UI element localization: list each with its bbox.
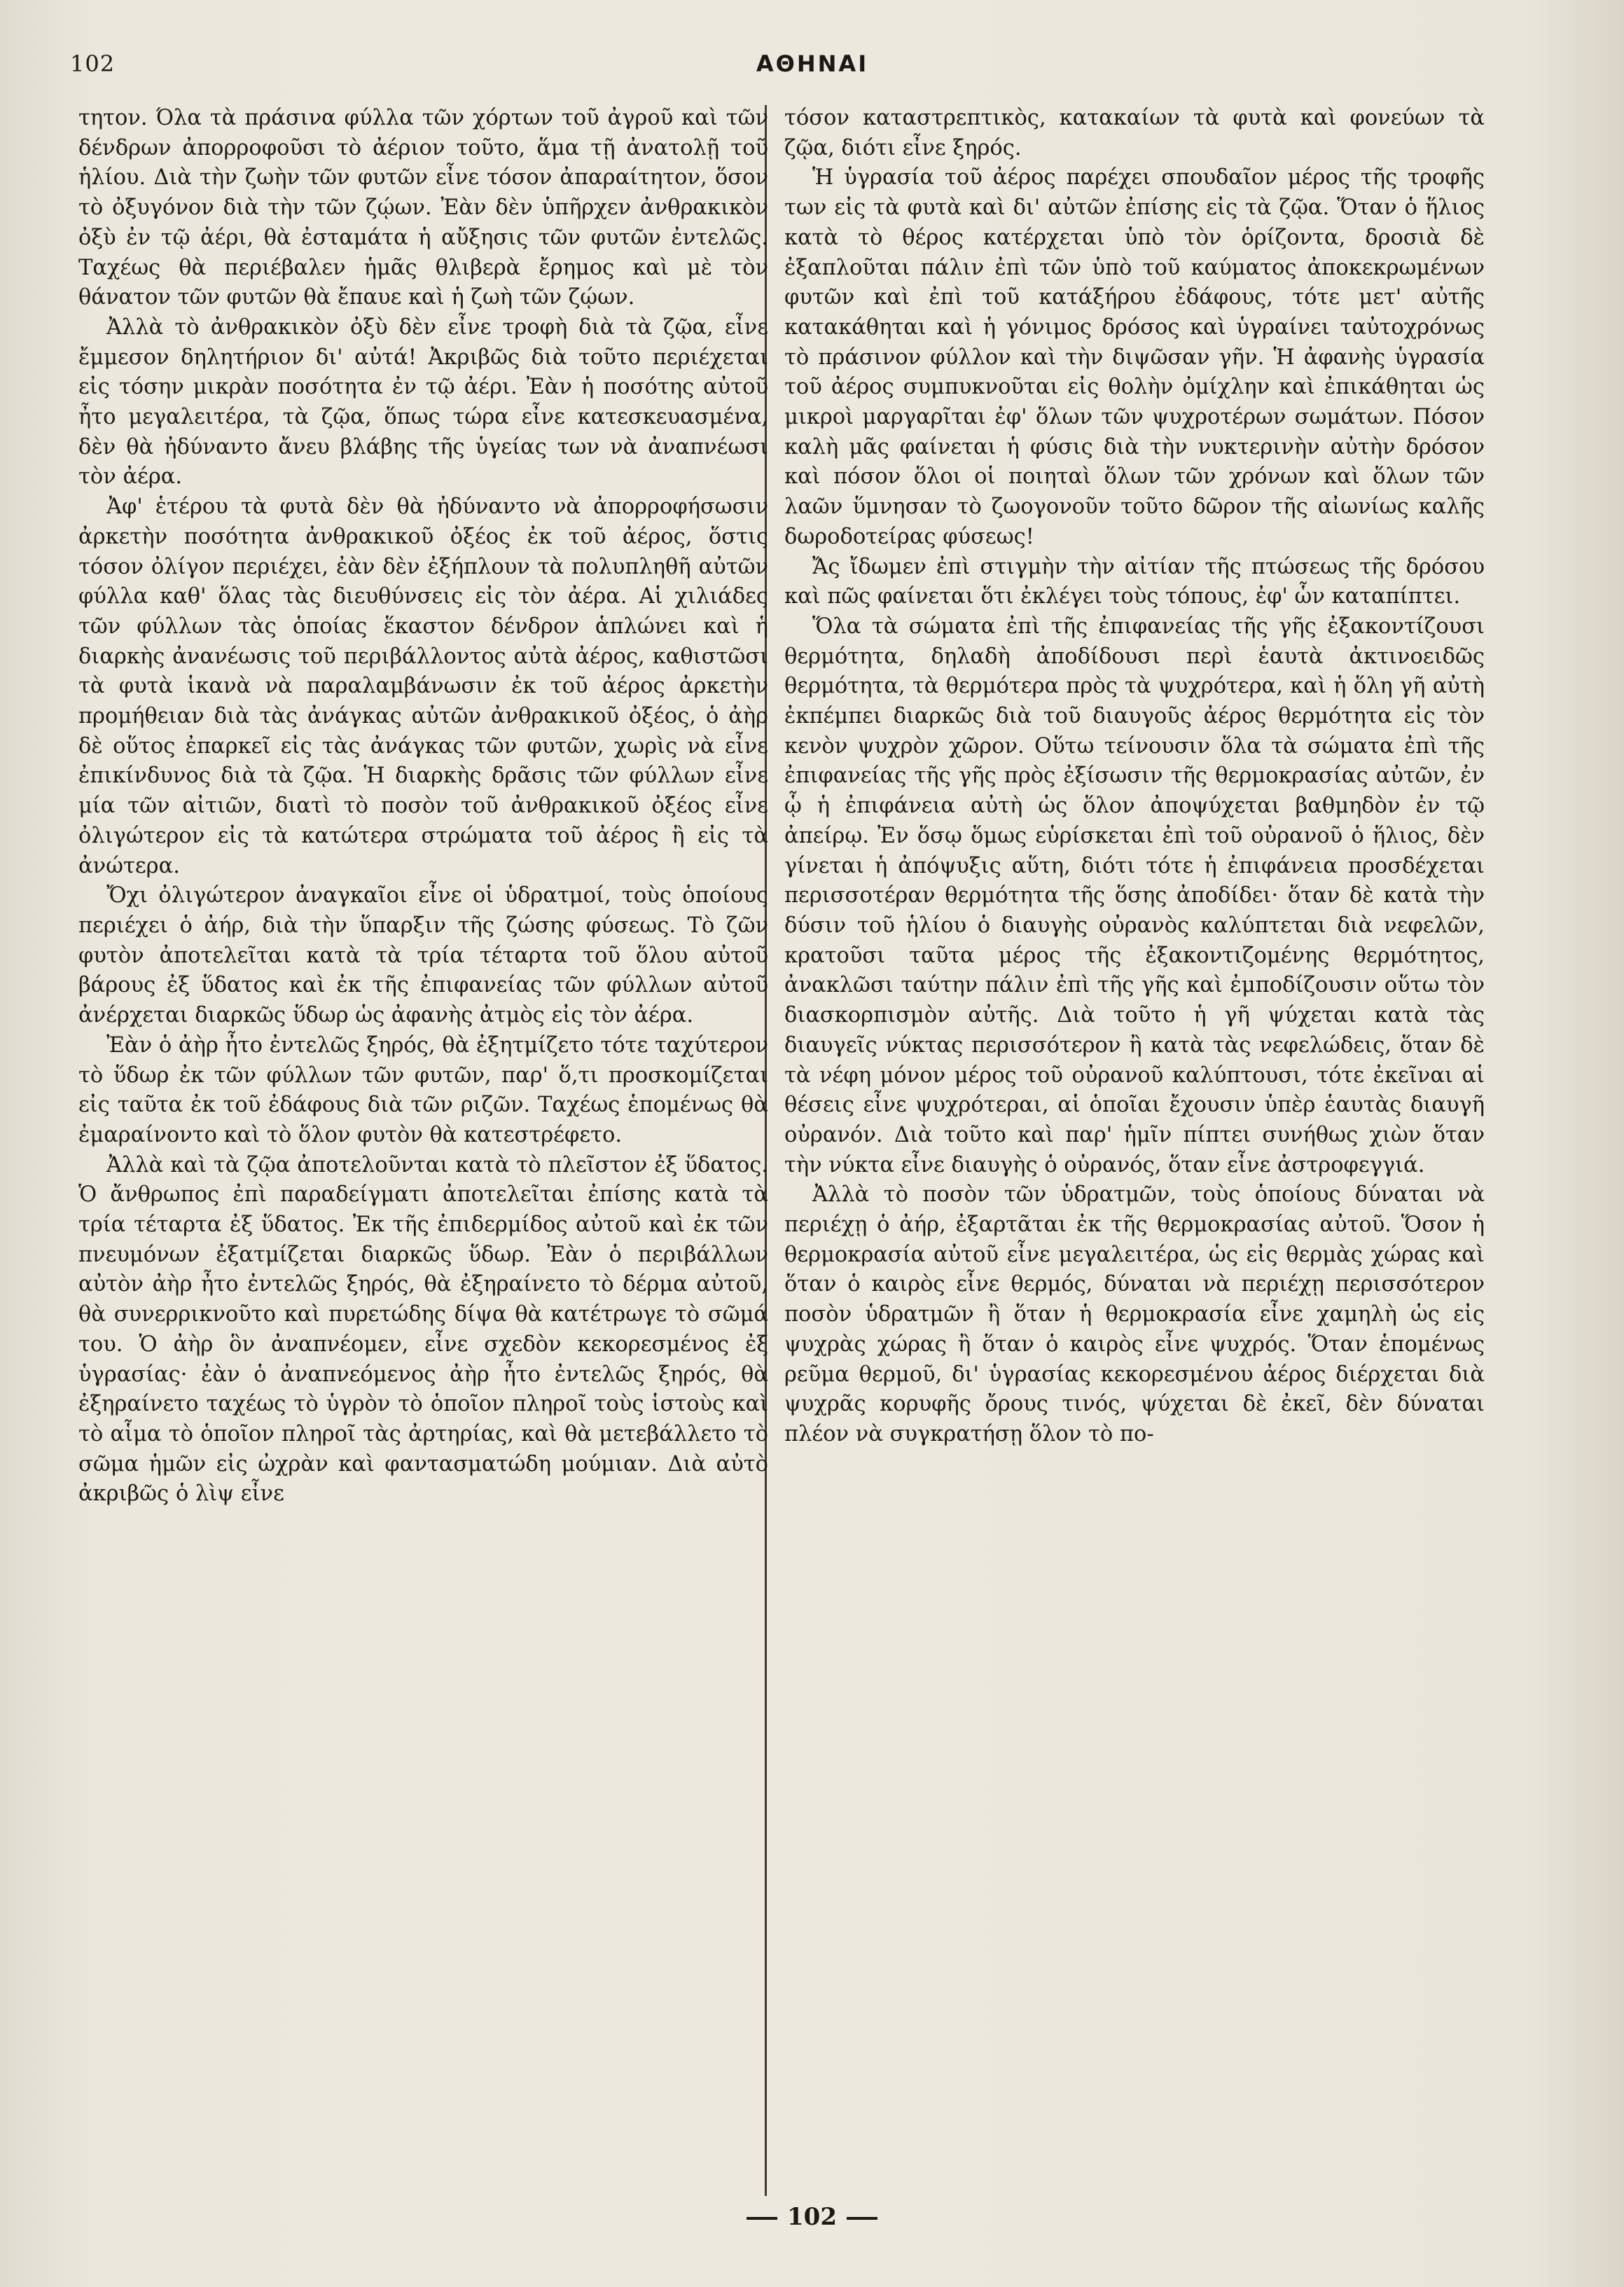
footer-dash-left	[747, 2217, 777, 2220]
page-number-top: 102	[70, 50, 116, 77]
page-footer	[0, 2203, 1624, 2231]
paragraph: Ἡ ὑγρασία τοῦ ἀέρος παρέχει σπουδαῖον μέρος τῆς τροφῆς των εἰς τὰ φυτὰ καὶ δι' αὐτῶν ἐπίσης εἰς τὰ ζῷα. Ὅταν ὁ ἥλιος κατὰ τὸ θέρος κατέρχεται ὑπὸ τὸν ὁρίζοντα, δροσιὰ δὲ ἐξαπλοῦται πάλιν ἐπὶ τῶν ὑπὸ τοῦ καύματος ἀποκεκρωμένων φυτῶν καὶ ἐπὶ τοῦ κατάξήρου ἐδάφους, τότε μετ' αὐτῆς κατακάθηται καὶ ἡ γόνιμος δρόσος καὶ ὑγραίνει ταὐτοχρόνως τὸ πράσινον φύλλον καὶ τὴν διψῶσαν γῆν. Ἡ ἀφανὴς ὑγρασία τοῦ ἀέρος συμπυκνοῦται εἰς θολὴν ὀμίχλην καὶ ἐπικάθηται ὡς μικροὶ μαργαρῖται ἐφ' ὅλων τῶν ψυχροτέρων σωμάτων. Πόσον καλὴ μᾶς φαίνεται ἡ φύσις διὰ τὴν νυκτερινὴν αὐτὴν δρόσον καὶ πόσον ὅλοι οἱ ποιηταὶ ὅλων τῶν χρόνων καὶ ὅλων τῶν λαῶν ὕμνησαν τὸ ζωογονοῦν τοῦτο δῶρον τῆς αἰωνίως καλῆς δωροδοτείρας φύσεως!	[784, 165, 1485, 549]
left-column	[78, 104, 768, 2177]
footer-dash-right	[847, 2217, 877, 2220]
running-title: ΑΘΗΝΑΙ	[756, 50, 869, 77]
paragraph: Ἀλλὰ τὸ ποσὸν τῶν ὑδρατμῶν, τοὺς ὁποίους δύναται νὰ περιέχῃ ὁ ἀήρ, ἐξαρτᾶται ἐκ τῆς θερμοκρασίας αὐτοῦ. Ὅσον ἡ θερμοκρασία αὐτοῦ εἶνε μεγαλειτέρα, ὡς εἰς θερμὰς χώρας καὶ ὅταν ὁ καιρὸς εἶνε θερμός, δύναται νὰ περιέχῃ περισσότερον ποσὸν ὑδρατμῶν ἢ ὅταν ἡ θερμοκρασία εἶνε χαμηλὴ ὡς εἰς ψυχρὰς χώρας ἢ ὅταν ὁ καιρὸς εἶνε ψυχρός. Ὅταν ἑπομένως ρεῦμα θερμοῦ, δι' ὑγρασίας κεκορεσμένου ἀέρος διέρχεται διὰ ψυχρᾶς κορυφῆς ὄρους τινός, ψύχεται δὲ ἐκεῖ, δὲν δύναται πλέον νὰ συγκρατήσῃ ὅλον τὸ πο-	[784, 1182, 1485, 1446]
paragraph: Ἀλλὰ τὸ ἀνθρακικὸν ὀξὺ δὲν εἶνε τροφὴ διὰ τὰ ζῷα, εἶνε ἔμμεσον δηλητήριον δι' αὐτά! Ἀκριβῶς διὰ τοῦτο περιέχεται εἰς τόσην μικρὰν ποσότητα ἐν τῷ ἀέρι. Ἐὰν ἡ ποσότης αὐτοῦ ἦτο μεγαλειτέρα, τὰ ζῷα, ὅπως τώρα εἶνε κατεσκευασμένα, δὲν θὰ ἠδύναντο ἄνευ βλάβης τῆς ὑγείας των νὰ ἀναπνέωσι τὸν ἀέρα.	[78, 315, 768, 490]
paragraph: Ὅλα τὰ σώματα ἐπὶ τῆς ἐπιφανείας τῆς γῆς ἐξακοντίζουσι θερμότητα, δηλαδὴ ἀποδίδουσι περὶ ἑαυτὰ ἀκτινοειδῶς θερμότητα, τὰ θερμότερα πρὸς τὰ ψυχρότερα, καὶ ἡ ὅλη γῆ αὐτὴ ἐκπέμπει διαρκῶς διὰ τοῦ διαυγοῦς ἀέρος θερμότητα εἰς τὸν κενὸν ψυχρὸν χῶρον. Οὕτω τείνουσιν ὅλα τὰ σώματα ἐπὶ τῆς ἐπιφανείας τῆς γῆς πρὸς ἐξίσωσιν τῆς θερμοκρασίας αὐτῶν, ἐν ᾧ ἡ ἐπιφάνεια αὐτὴ ὡς ὅλον ἀποψύχεται βαθμηδὸν ἐν τῷ ἀπείρῳ. Ἐν ὅσῳ ὅμως εὑρίσκεται ἐπὶ τοῦ οὐρανοῦ ὁ ἥλιος, δὲν γίνεται ἡ ἀπόψυξις αὕτη, διότι τότε ἡ ἐπιφάνεια προσδέχεται περισσοτέραν θερμότητα τῆς ὅσης ἀποδίδει· ὅταν δὲ κατὰ τὴν δύσιν τοῦ ἡλίου ὁ διαυγὴς οὐρανὸς καλύπτεται διὰ νεφελῶν, κρατοῦσι ταῦτα μέρος τῆς ἐξακοντιζομένης θερμότητος, ἀνακλῶσι ταύτην πάλιν ἐπὶ τῆς γῆς καὶ ἐμποδίζουσιν οὕτω τὸν διασκορπισμὸν αὐτῆς. Διὰ τοῦτο ἡ γῆ ψύχεται κατὰ τὰς διαυγεῖς νύκτας περισσότερον ἢ κατὰ τὰς νεφελώδεις, ὅταν δὲ τὰ νέφη μόνον μέρος τοῦ οὐρανοῦ καλύπτουσι, τότε ἐκεῖναι αἱ θέσεις εἶνε ψυχρότεραι, αἱ ὁποῖαι ἔχουσιν ὑπὲρ ἑαυτὰς διαυγῆ οὐρανόν. Διὰ τοῦτο καὶ παρ' ἡμῖν πίπτει συνήθως χιὼν ὅταν τὴν νύκτα εἶνε διαυγὴς ὁ οὐρανός, ὅταν εἶνε ἀστροφεγγιά.	[784, 614, 1485, 1177]
paragraph: Ὄχι ὀλιγώτερον ἀναγκαῖοι εἶνε οἱ ὑδρατμοί, τοὺς ὁποίους περιέχει ὁ ἀήρ, διὰ τὴν ὕπαρξιν τῆς ζώσης φύσεως. Τὸ ζῶν φυτὸν ἀποτελεῖται κατὰ τὰ τρία τέταρτα τοῦ ὅλου αὐτοῦ βάρους ἐξ ὕδατος καὶ ἐκ τῆς ἐπιφανείας τῶν φύλλων αὐτοῦ ἀνέρχεται διαρκῶς ὕδωρ ὡς ἀφανὴς ἀτμὸς εἰς τὸν ἀέρα.	[78, 883, 768, 1028]
paragraph: Ἐὰν ὁ ἀὴρ ἦτο ἐντελῶς ξηρός, θὰ ἐξητμίζετο τότε ταχύτερον τὸ ὕδωρ ἐκ τῶν φύλλων τῶν φυτῶν, παρ' ὅ,τι προσκομίζεται εἰς ταῦτα ἐκ τοῦ ἐδάφους διὰ τῶν ριζῶν. Ταχέως ἑπομένως θὰ ἐμαραίνοντο καὶ τὸ ὅλον φυτὸν θὰ κατεστρέφετο.	[78, 1032, 768, 1147]
paragraph: τόσον καταστρεπτικὸς, κατακαίων τὰ φυτὰ καὶ φονεύων τὰ ζῷα, διότι εἶνε ξηρός.	[784, 106, 1485, 160]
page-header	[70, 50, 1555, 92]
paragraph: Ἀλλὰ καὶ τὰ ζῷα ἀποτελοῦνται κατὰ τὸ πλεῖστον ἐξ ὕδατος. Ὁ ἄνθρωπος ἐπὶ παραδείγματι ἀποτελεῖται ἐπίσης κατὰ τὰ τρία τέταρτα ἐξ ὕδατος. Ἐκ τῆς ἐπιδερμίδος αὐτοῦ καὶ ἐκ τῶν πνευμόνων ἐξατμίζεται διαρκῶς ὕδωρ. Ἐὰν ὁ περιβάλλων αὐτὸν ἀὴρ ἦτο ἐντελῶς ξηρός, θὰ ἐξηραίνετο τὸ δέρμα αὐτοῦ, θὰ συνερρικνοῦτο καὶ πυρετώδης δίψα θὰ κατέτρωγε τὸ σῶμά του. Ὁ ἀὴρ ὃν ἀναπνέομεν, εἶνε σχεδὸν κεκορεσμένος ἐξ ὑγρασίας· ἐὰν ὁ ἀναπνεόμενος ἀὴρ ἦτο ἐντελῶς ξηρός, θὰ ἐξηραίνετο ταχέως τὸ ὑγρὸν τὸ ὁποῖον πληροῖ τοὺς ἱστοὺς καὶ τὸ αἷμα τὸ ὁποῖον πληροῖ τὰς ἀρτηρίας, καὶ θὰ μετεβάλλετο τὸ σῶμα ἡμῶν εἰς ὠχρὰν καὶ φαντασματώδη μούμιαν. Διὰ αὐτὸ ἀκριβῶς ὁ λὶψ εἶνε	[78, 1152, 768, 1507]
paragraph: Ἀφ' ἑτέρου τὰ φυτὰ δὲν θὰ ἠδύναντο νὰ ἀπορροφήσωσιν ἀρκετὴν ποσότητα ἀνθρακικοῦ ὀξέος ἐκ τοῦ ἀέρος, ὅστις τόσον ὀλίγον περιέχει, ἐὰν δὲν ἐξήπλουν τὰ πολυπληθῆ αὐτῶν φύλλα καθ' ὅλας τὰς διευθύνσεις εἰς τὸν ἀέρα. Αἱ χιλιάδες τῶν φύλλων τὰς ὁποίας ἕκαστον δένδρον ἁπλώνει καὶ ἡ διαρκὴς ἀνανέωσις τοῦ περιβάλλοντος αὐτὰ ἀέρος, καθιστῶσι τὰ φυτὰ ἱκανὰ νὰ παραλαμβάνωσιν ἐκ τοῦ ἀέρος ἀρκετὴν προμήθειαν διὰ τὰς ἀνάγκας αὐτῶν ἀνθρακικοῦ ὀξέος, ὁ ἀὴρ δὲ οὕτος ἐπαρκεῖ εἰς τὰς ἀνάγκας τῶν φυτῶν, χωρὶς νὰ εἶνε ἐπικίνδυνος διὰ τὰ ζῷα. Ἡ διαρκὴς δρᾶσις τῶν φύλλων εἶνε μία τῶν αἰτιῶν, διατὶ τὸ ποσὸν τοῦ ἀνθρακικοῦ ὀξέος εἶνε ὀλιγώτερον εἰς τὰ κατώτερα στρώματα τοῦ ἀέρος ἢ εἰς τὰ ἀνώτερα.	[78, 495, 768, 878]
right-column	[784, 104, 1485, 2177]
paragraph: Ἄς ἴδωμεν ἐπὶ στιγμὴν τὴν αἰτίαν τῆς πτώσεως τῆς δρόσου καὶ πῶς φαίνεται ὅτι ἐκλέγει τοὺς τόπους, ἐφ' ὧν καταπίπτει.	[784, 554, 1485, 609]
paragraph: τητον. Όλα τὰ πράσινα φύλλα τῶν χόρτων τοῦ ἀγροῦ καὶ τῶν δένδρων ἀπορροφοῦσι τὸ ἀέριον τοῦτο, ἅμα τῇ ἀνατολῇ τοῦ ἡλίου. Διὰ τὴν ζωὴν τῶν φυτῶν εἶνε τόσον ἀπαραίτητον, ὅσον τὸ ὀξυγόνον διὰ τὴν τῶν ζῴων. Ἐὰν δὲν ὑπῆρχεν ἀνθρακικὸν ὀξὺ ἐν τῷ ἀέρι, θὰ ἐσταμάτα ἡ αὔξησις τῶν φυτῶν ἐντελῶς. Ταχέως θὰ περιέβαλεν ἡμᾶς θλιβερὰ ἔρημος καὶ μὲ τὸν θάνατον τῶν φυτῶν θὰ ἔπαυε καὶ ἡ ζωὴ τῶν ζῴων.	[78, 106, 768, 310]
page-number-bottom: 102	[787, 2203, 837, 2231]
